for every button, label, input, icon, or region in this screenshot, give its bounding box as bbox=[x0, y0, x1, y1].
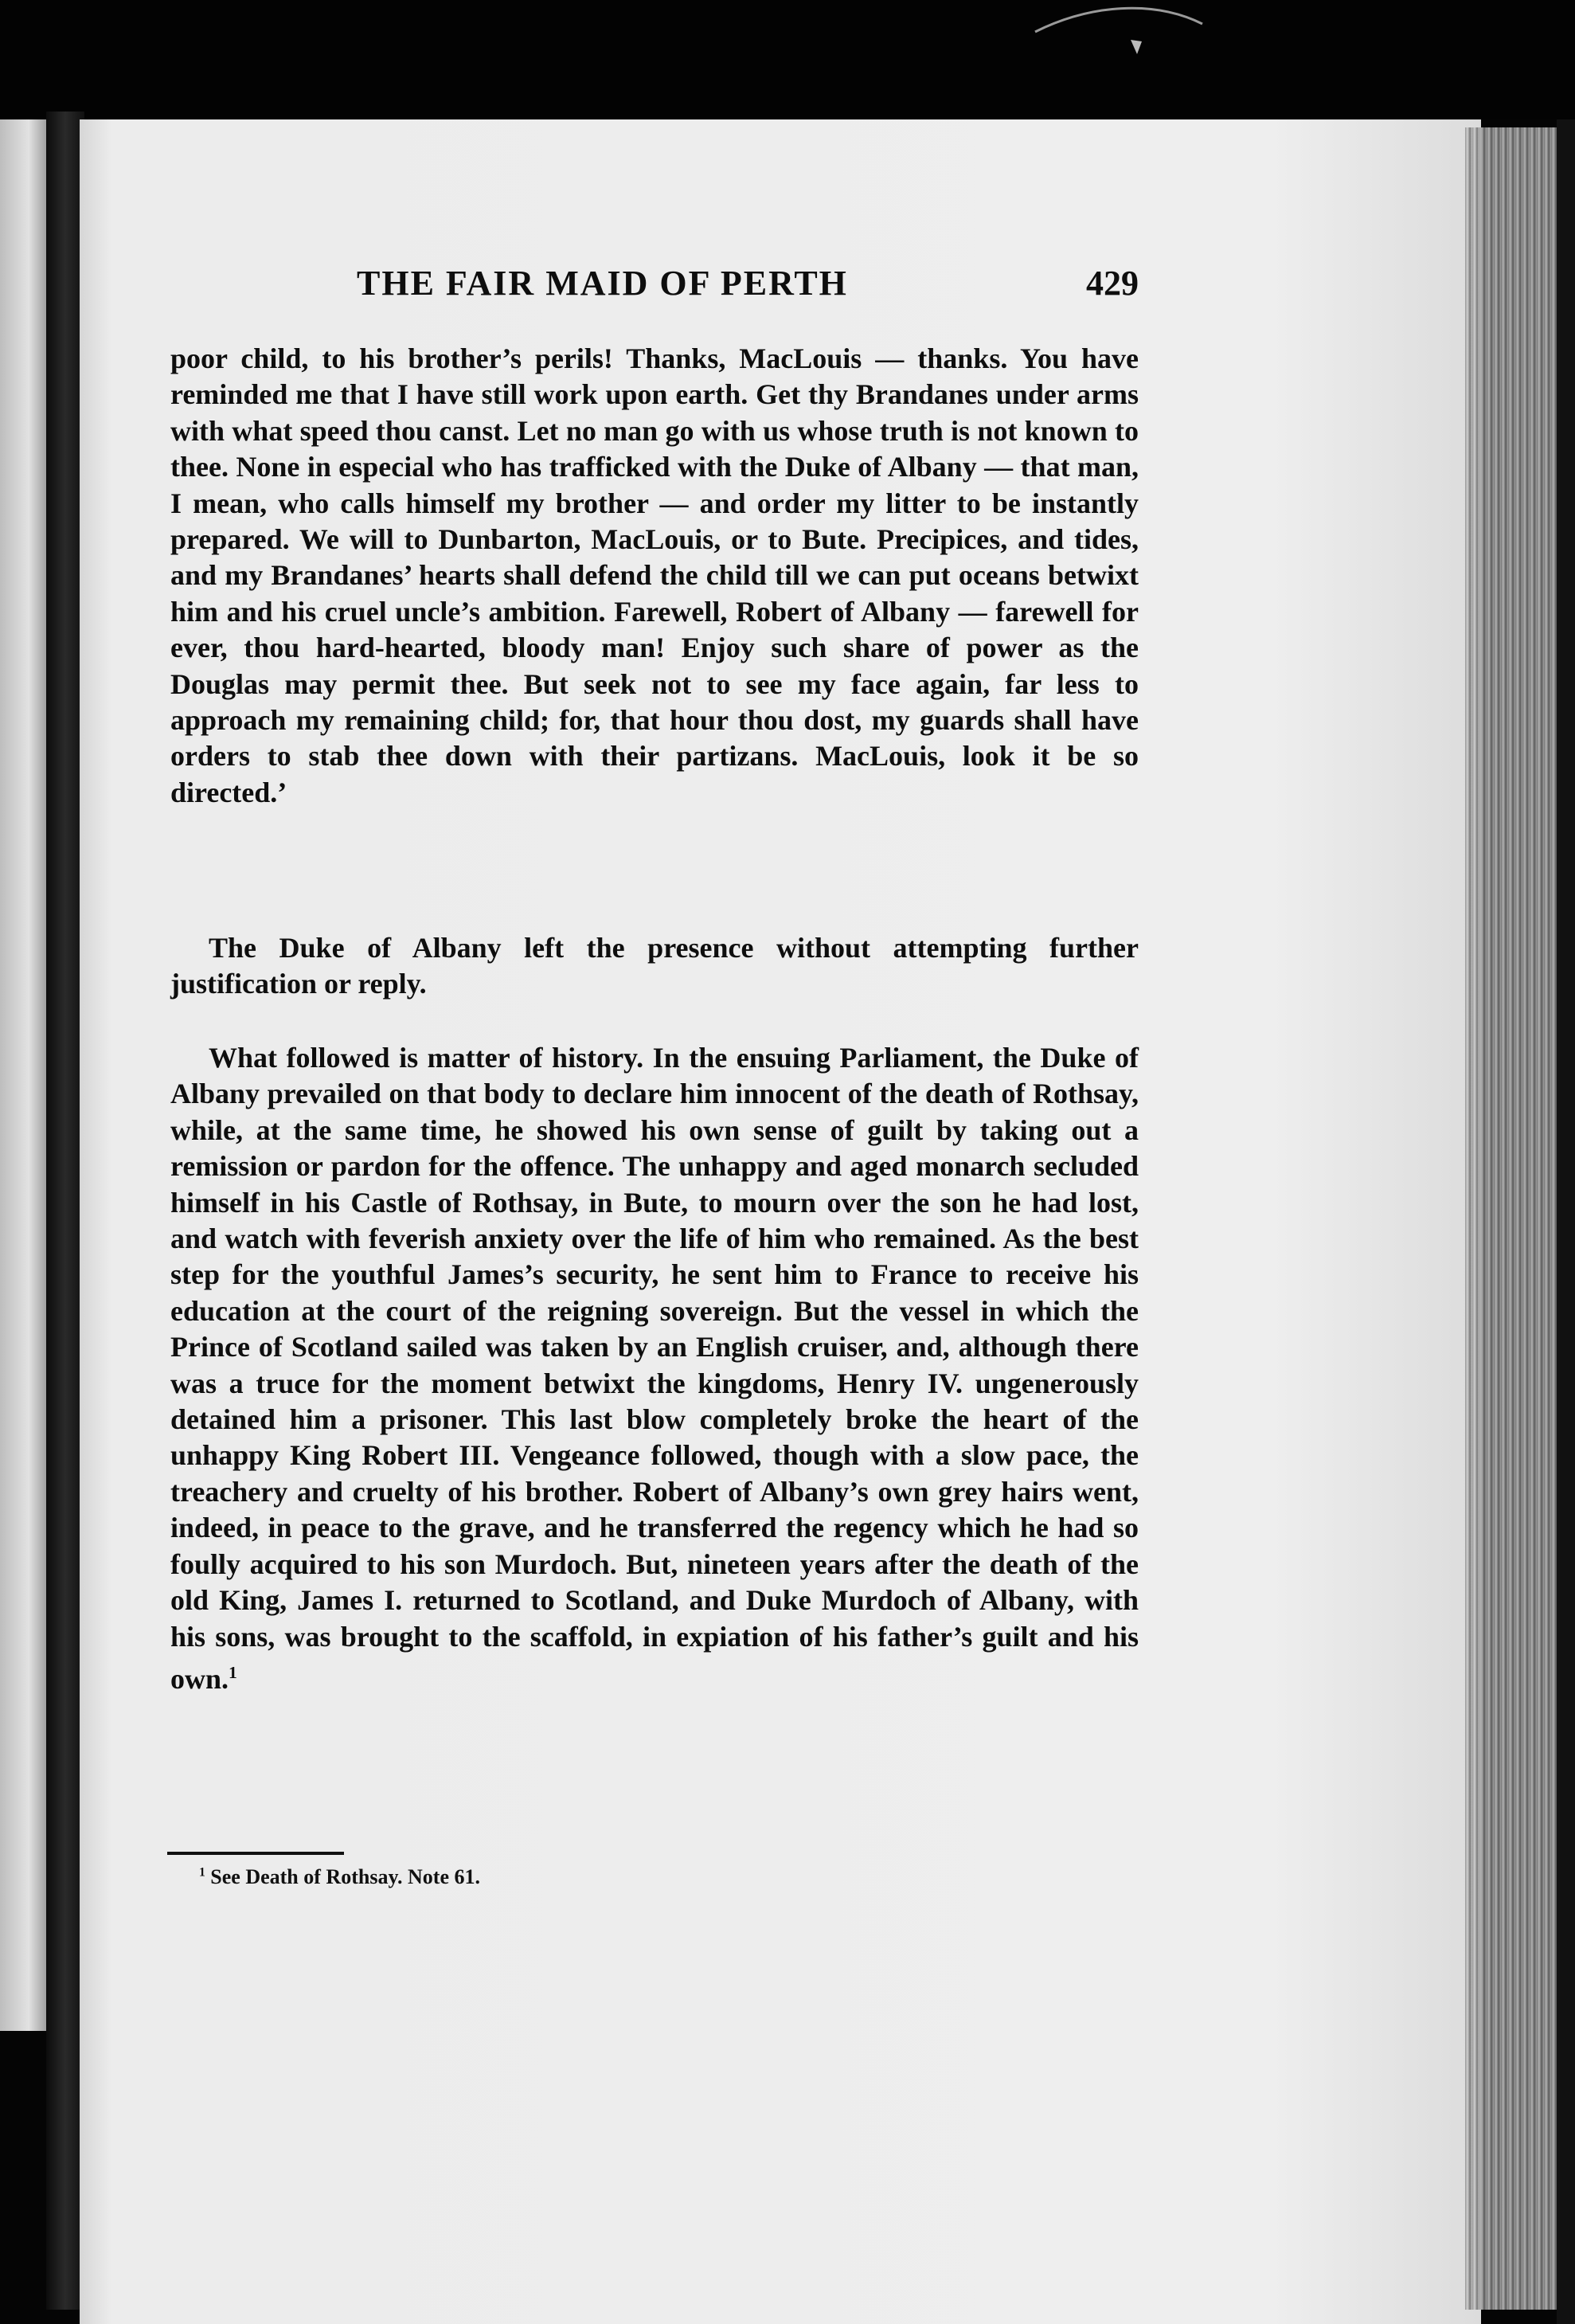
scan-background-top bbox=[0, 0, 1575, 119]
footnote-marker: 1 bbox=[199, 1865, 205, 1880]
left-page-edge bbox=[0, 119, 48, 2031]
page-stack-edges bbox=[1465, 127, 1561, 2310]
ribbon-bookmark-icon bbox=[1027, 0, 1266, 56]
paragraph-1: poor child, to his brother’s perils! Thanks, MacLouis — thanks. You have reminded me that I have still work upon earth. Get thy Brandanes under arms with what speed thou canst. Let no man go with us whose truth is not known to thee. None in especial who has trafficked with the Duke of Albany — that man, I mean, who calls himself my brother — and order my litter to be instantly prepared. We will to Dunbarton, MacLouis, or to Bute. Precipices, and tides, and my Brandanes’ hearts shall defend the child till we can put oceans betwixt him and his cruel uncle’s ambition. Farewell, Robert of Albany — farewell for ever, thou hard-hearted, bloody man! Enjoy such share of power as the Douglas may permit thee. But seek not to see my face again, far less to approach my remaining child; for, that hour thou dost, my guards shall have orders to stab thee down with their partizans. MacLouis, look it be so directed.’ bbox=[170, 342, 1139, 808]
paragraph-2: The Duke of Albany left the presence without attempting further justification or reply. bbox=[170, 932, 1139, 1000]
footnote-reference: 1 bbox=[229, 1662, 237, 1682]
book-gutter bbox=[46, 112, 84, 2310]
paragraph-3-text: What followed is matter of history. In the ensuing Parliament, the Duke of Albany prevailed on that body to declare him innocent of the death of Rothsay, while, at the same time, he showed his own sense of guilt by taking out a remission or pardon for the offence. The unhappy and aged monarch secluded himself in his Castle of Rothsay, in Bute, to mourn over the son he had lost, and watch with feverish anxiety over the life of him who remained. As the best step for the youthful James’s security, he sent him to France to receive his education at the court of the reigning sovereign. But the vessel in which the Prince of Scotland sailed was taken by an English cruiser, and, although there was a truce for the moment betwixt the kingdoms, Henry IV. ungenerously detained him a prisoner. This last blow completely broke the heart of the unhappy King Robert III. Vengeance followed, though with a slow pace, the treachery and cruelty of his brother. Robert of Albany’s own grey hairs went, indeed, in peace to the grave, and he transferred the regency which he had so foully acquired to his son Murdoch. But, nineteen years after the death of the old King, James I. returned to Scotland, and Duke Murdoch of Albany, with his sons, was brought to the scaffold, in expiation of his father’s guilt and his own. bbox=[170, 1042, 1139, 1695]
footnote-text: See Death of Rothsay. Note 61. bbox=[210, 1865, 480, 1888]
running-header bbox=[170, 263, 1139, 311]
footnote-rule bbox=[167, 1852, 344, 1855]
paragraph-3 bbox=[170, 1040, 1139, 1697]
page-number: 429 bbox=[1086, 264, 1139, 303]
right-shadow bbox=[1557, 119, 1575, 2324]
running-title: THE FAIR MAID OF PERTH bbox=[357, 264, 848, 303]
footnote bbox=[199, 1865, 480, 1889]
